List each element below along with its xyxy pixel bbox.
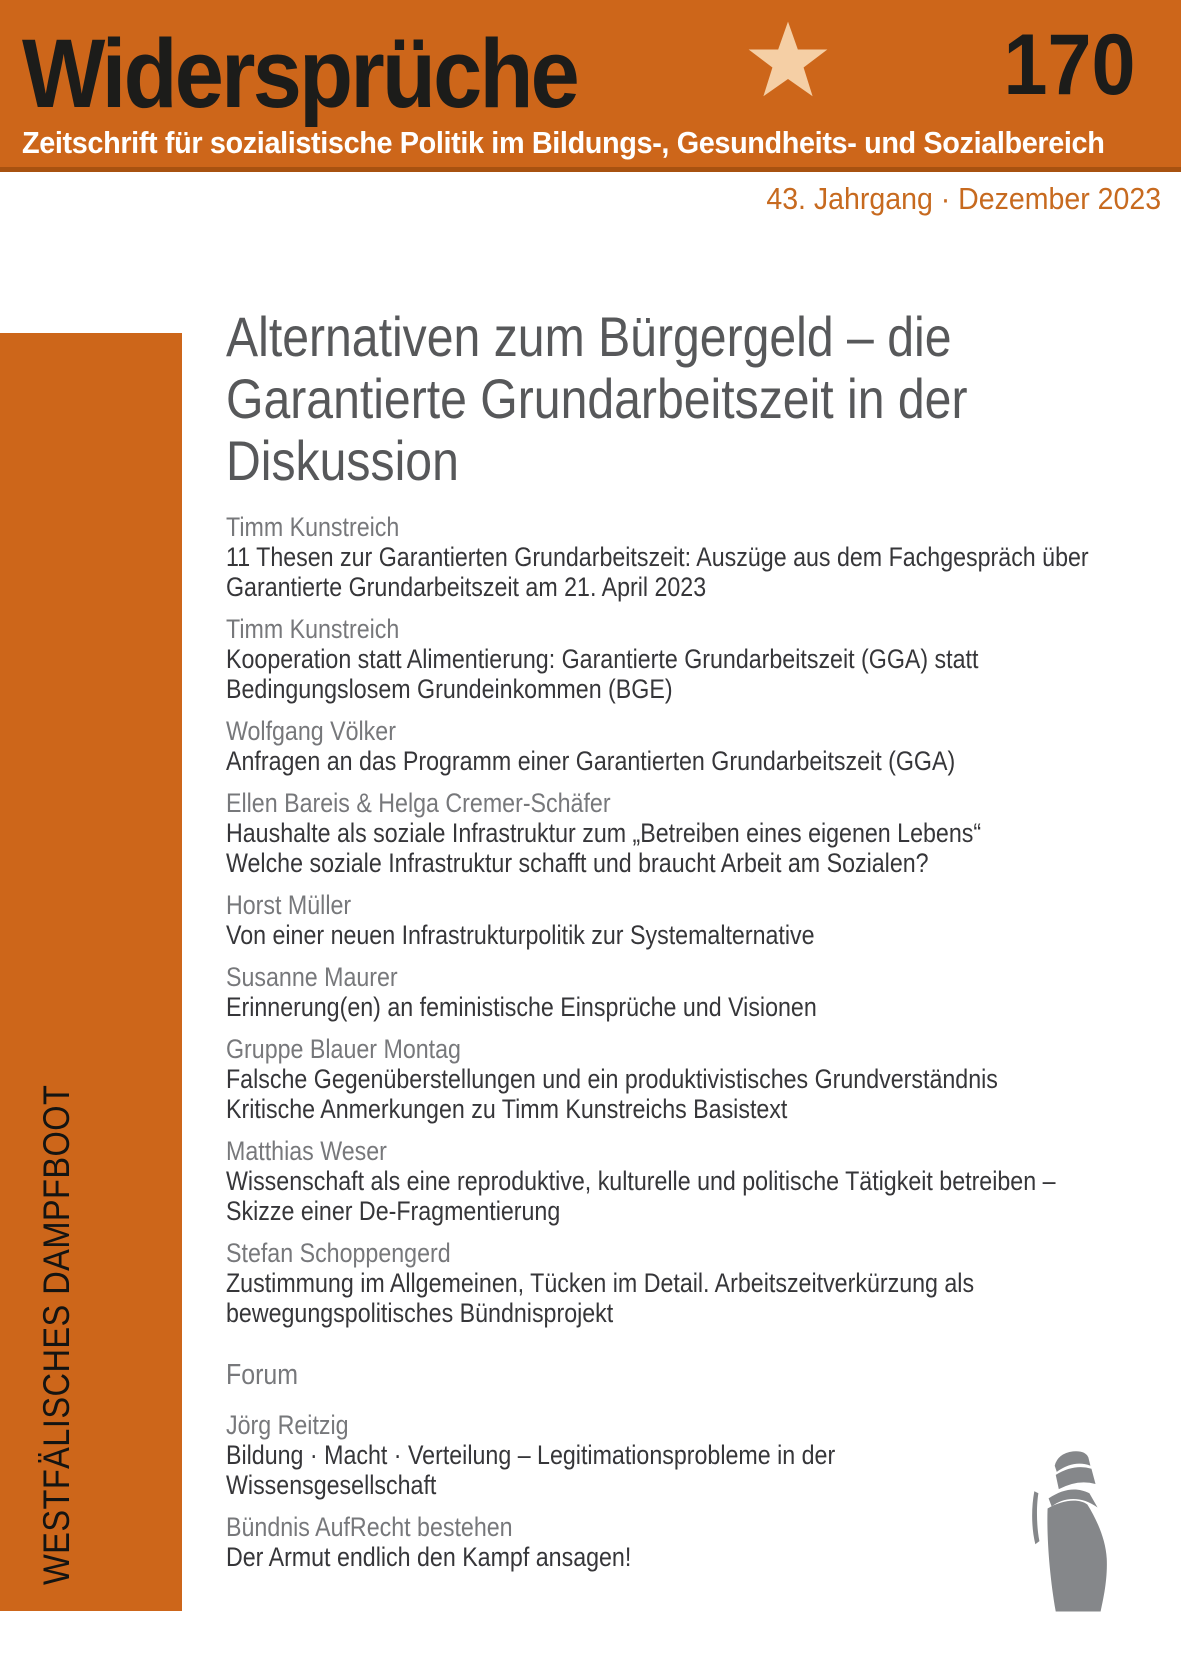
- toc-entry: [226, 1034, 1034, 1124]
- entry-title-line: Der Armut endlich den Kampf ansagen!: [226, 1542, 632, 1572]
- entry-title-line: Erinnerung(en) an feministische Einsprüche und Visionen: [226, 992, 817, 1022]
- magazine-title: Widersprüche: [22, 19, 578, 128]
- toc-entry: [226, 1410, 1034, 1500]
- masthead-subtitle: Zeitschrift für sozialistische Politik im Bildungs-, Gesundheits- und Sozialbereich: [22, 125, 1105, 160]
- toc-entry: [226, 1238, 1034, 1328]
- entry-author: Timm Kunstreich: [226, 614, 400, 644]
- cover-title-line: Alternativen zum Bürgergeld – die: [226, 305, 952, 368]
- entry-title-line: Von einer neuen Infrastrukturpolitik zur Systemalternative: [226, 920, 815, 950]
- contents-list: [226, 512, 1089, 1572]
- entry-title-line: Wissenschaft als eine reproduktive, kulturelle und politische Tätigkeit betreiben –: [226, 1166, 1056, 1196]
- entry-author: Horst Müller: [226, 890, 352, 920]
- toc-entry: [226, 1136, 1056, 1226]
- section-heading: Forum: [226, 1359, 299, 1391]
- entry-title-line: Zustimmung im Allgemeinen, Tücken im Detail. Arbeitszeitverkürzung als: [226, 1268, 975, 1298]
- toc-entry: [226, 1512, 1034, 1572]
- cover-title-line: Diskussion: [226, 429, 459, 492]
- cover-title-line: Garantierte Grundarbeitszeit in der: [226, 367, 968, 430]
- entry-author: Timm Kunstreich: [226, 512, 400, 542]
- masthead: [0, 0, 1181, 172]
- toc-entry: [226, 788, 1034, 878]
- toc-entry: [226, 962, 1034, 1022]
- star-icon: [746, 20, 830, 102]
- cover-title: [226, 306, 1034, 492]
- steamboat-logo-icon: [1018, 1450, 1120, 1614]
- entry-title-line: Haushalte als soziale Infrastruktur zum „Betreiben eines eigenen Lebens“: [226, 818, 982, 848]
- edition-line: 43. Jahrgang · Dezember 2023: [766, 181, 1161, 216]
- entry-title-line: Bildung · Macht · Verteilung – Legitimationsprobleme in der: [226, 1440, 836, 1470]
- publisher-name-vertical: WESTFÄLISCHES DAMPFBOOT: [36, 1084, 77, 1585]
- entry-author: Ellen Bareis & Helga Cremer-Schäfer: [226, 788, 611, 818]
- entry-author: Matthias Weser: [226, 1136, 387, 1166]
- issue-number: 170: [1002, 17, 1135, 113]
- entry-author: Jörg Reitzig: [226, 1410, 349, 1440]
- entry-title-line: Kritische Anmerkungen zu Timm Kunstreichs Basistext: [226, 1094, 788, 1124]
- toc-entry: [226, 614, 1034, 704]
- entry-title-line: Kooperation statt Alimentierung: Garantierte Grundarbeitszeit (GGA) statt: [226, 644, 979, 674]
- entry-title-line: Falsche Gegenüberstellungen und ein produktivistisches Grundverständnis: [226, 1064, 998, 1094]
- entry-author: Bündnis AufRecht bestehen: [226, 1512, 513, 1542]
- entry-title-line: Welche soziale Infrastruktur schafft und braucht Arbeit am Sozialen?: [226, 848, 929, 878]
- entry-title-line: Wissensgesellschaft: [226, 1470, 437, 1500]
- entry-title-line: Skizze einer De-Fragmentierung: [226, 1196, 561, 1226]
- toc-entry: [226, 890, 1034, 950]
- toc-entry: [226, 512, 1089, 602]
- main-column: [226, 305, 1089, 1584]
- toc-entry: [226, 716, 1034, 776]
- entry-title-line: Garantierte Grundarbeitszeit am 21. April 2023: [226, 572, 707, 602]
- entry-title-line: 11 Thesen zur Garantierten Grundarbeitszeit: Auszüge aus dem Fachgespräch über: [226, 542, 1089, 572]
- entry-author: Stefan Schoppengerd: [226, 1238, 451, 1268]
- entry-title-line: Anfragen an das Programm einer Garantierten Grundarbeitszeit (GGA): [226, 746, 956, 776]
- entry-title-line: bewegungspolitisches Bündnisprojekt: [226, 1298, 614, 1328]
- entry-title-line: Bedingungslosem Grundeinkommen (BGE): [226, 674, 673, 704]
- spine-bar: [0, 333, 182, 1611]
- entry-author: Gruppe Blauer Montag: [226, 1034, 461, 1064]
- entry-author: Wolfgang Völker: [226, 716, 396, 746]
- entry-author: Susanne Maurer: [226, 962, 398, 992]
